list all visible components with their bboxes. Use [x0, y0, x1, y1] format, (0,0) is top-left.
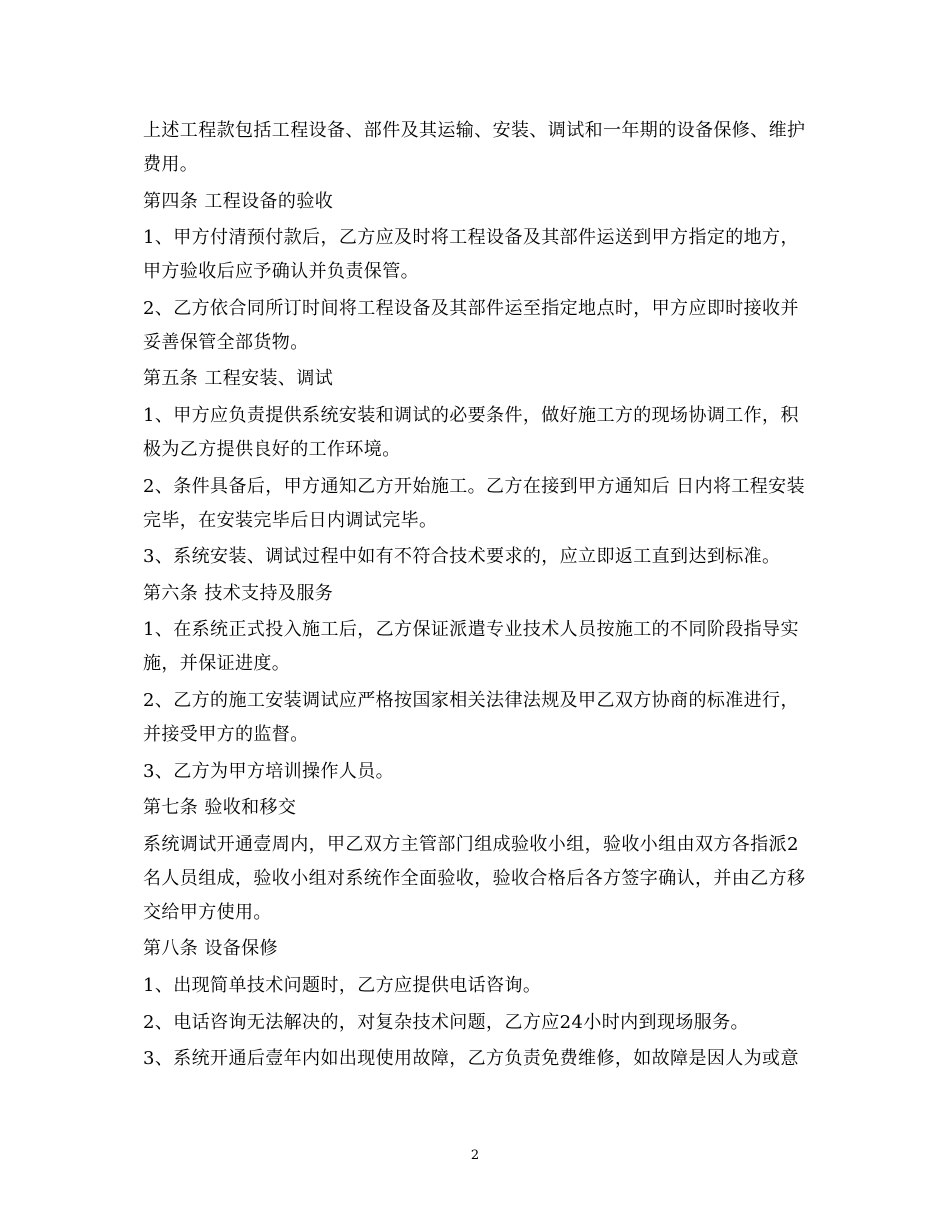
- paragraph-5-2: 2、条件具备后，甲方通知乙方开始施工。乙方在接到甲方通知后 日内将工程安装完毕，在安装完毕后日内调试完毕。: [143, 475, 805, 531]
- paragraph-7-body: 系统调试开通壹周内，甲乙双方主管部门组成验收小组，验收小组由双方各指派2名人员组成，验收小组对系统作全面验收，验收合格后各方签字确认，并由乙方移交给甲方使用。: [143, 833, 806, 923]
- paragraph-payment-scope: 上述工程款包括工程设备、部件及其运输、安装、调试和一年期的设备保修、维护费用。: [143, 120, 806, 175]
- paragraph-4-1: 1、甲方付清预付款后，乙方应及时将工程设备及其部件运送到甲方指定的地方，甲方验收后应予确认并负责保管。: [143, 227, 799, 283]
- page-number: 2: [470, 1148, 480, 1163]
- heading-article-4: 第四条 工程设备的验收: [143, 190, 334, 212]
- paragraph-5-3: 3、系统安装、调试过程中如有不符合技术要求的，应立即返工直到达到标准。: [143, 546, 781, 568]
- paragraph-8-3: 3、系统开通后壹年内如出现使用故障，乙方负责免费维修，如故障是因人为或意: [143, 1048, 799, 1070]
- paragraph-6-2: 2、乙方的施工安装调试应严格按国家相关法律法规及甲乙双方协商的标准进行，并接受甲方的监督。: [143, 689, 799, 745]
- heading-article-5: 第五条 工程安装、调试: [143, 368, 334, 390]
- paragraph-4-2: 2、乙方依合同所订时间将工程设备及其部件运至指定地点时，甲方应即时接收并妥善保管全部货物。: [143, 297, 799, 353]
- paragraph-6-1: 1、在系统正式投入施工后，乙方保证派遣专业技术人员按施工的不同阶段指导实施，并保证进度。: [143, 619, 799, 675]
- paragraph-8-2: 2、电话咨询无法解决的，对复杂技术问题，乙方应24小时内到现场服务。: [143, 1011, 749, 1033]
- paragraph-5-1: 1、甲方应负责提供系统安装和调试的必要条件，做好施工方的现场协调工作，积极为乙方提供良好的工作环境。: [143, 404, 799, 460]
- heading-article-6: 第六条 技术支持及服务: [143, 582, 334, 604]
- paragraph-6-3: 3、乙方为甲方培训操作人员。: [143, 760, 395, 782]
- paragraph-8-1: 1、出现简单技术问题时，乙方应提供电话咨询。: [143, 974, 542, 996]
- heading-article-8: 第八条 设备保修: [143, 938, 278, 960]
- document-body: [143, 114, 811, 1076]
- heading-article-7: 第七条 验收和移交: [143, 797, 297, 819]
